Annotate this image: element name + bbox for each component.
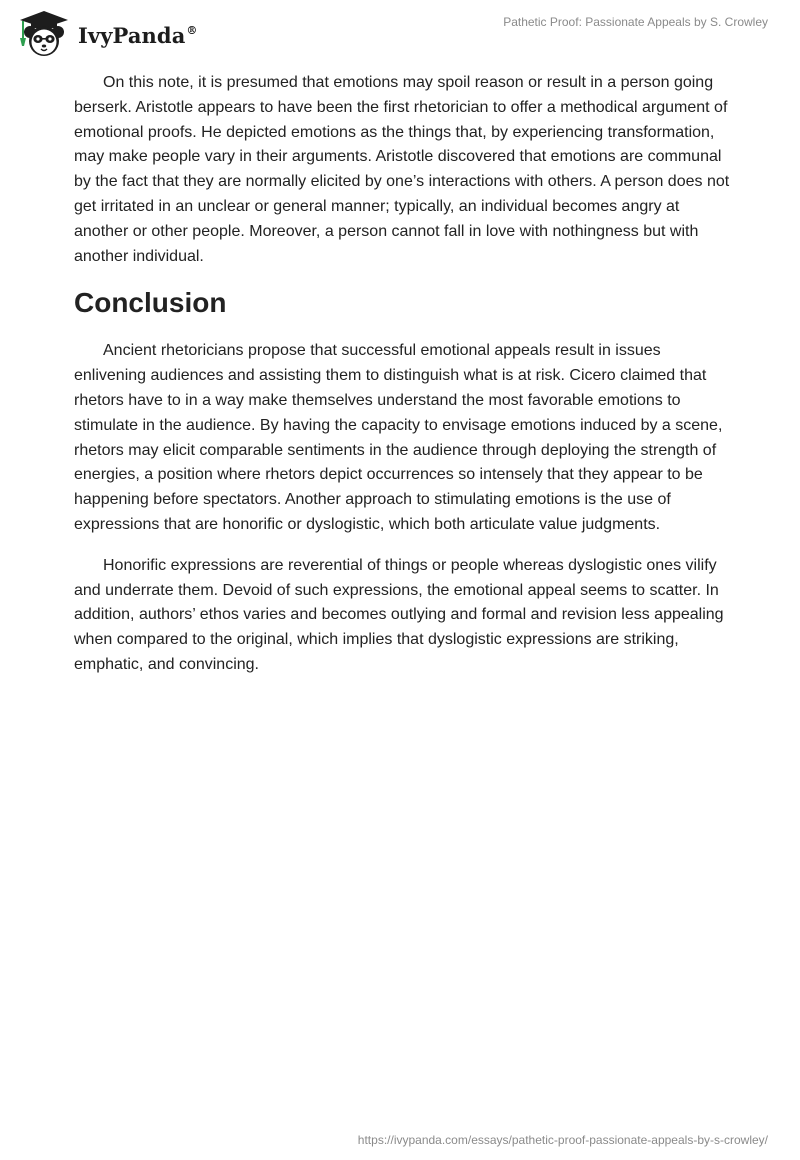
section-heading-conclusion: Conclusion: [74, 287, 227, 319]
document-title: Pathetic Proof: Passionate Appeals by S. Crowley: [503, 15, 768, 29]
body-paragraph: On this note, it is presumed that emotions may spoil reason or result in a person going berserk. Aristotle appears to have been the first rhetorician to offer a methodical argument of emotional proofs. He depicted emotions as the things that, by experiencing transformation, may make people vary in their arguments. Aristotle discovered that emotions are communal by the fact that they are normally elicited by one’s interactions with others. A person does not get irritated in an unclear or general manner; typically, an individual becomes angry at another or other people. Moreover, a person cannot fall in love with nothingness but with another individual.: [74, 74, 730, 265]
registered-mark: ®: [186, 23, 198, 37]
body-paragraph: Ancient rhetoricians propose that successful emotional appeals result in issues enlivening audiences and assisting them to distinguish what is at risk. Cicero claimed that rhetors have to in a way make themselves understand the most favorable emotions to stimulate in the audience. By having the capacity to envisage emotions induced by a scene, rhetors may elicit comparable sentiments in the audience through deploying the strength of energies, a position where rhetors depict occurrences so intensely that they appear to be happening before spectators. Another approach to stimulating emotions is the use of expressions that are honorific or dyslogistic, which both articulate value judgments.: [74, 342, 723, 533]
page-header: [0, 0, 800, 64]
essay-body: [74, 71, 734, 694]
body-paragraph: Honorific expressions are reverential of things or people whereas dyslogistic ones vilify and underrate them. Devoid of such expressions, the emotional appeal seems to scatter. In addition, authors’ ethos varies and becomes outlying and formal and revision less appealing when compared to the original, which implies that dyslogistic expressions are striking, emphatic, and convincing.: [74, 556, 724, 673]
panda-graduate-logo-icon: [14, 8, 74, 58]
brand-name: IvyPanda®: [78, 22, 198, 48]
ivypanda-logo[interactable]: [14, 8, 198, 58]
source-url-link[interactable]: https://ivypanda.com/essays/pathetic-proof-passionate-appeals-by-s-crowley/: [357, 1133, 768, 1147]
